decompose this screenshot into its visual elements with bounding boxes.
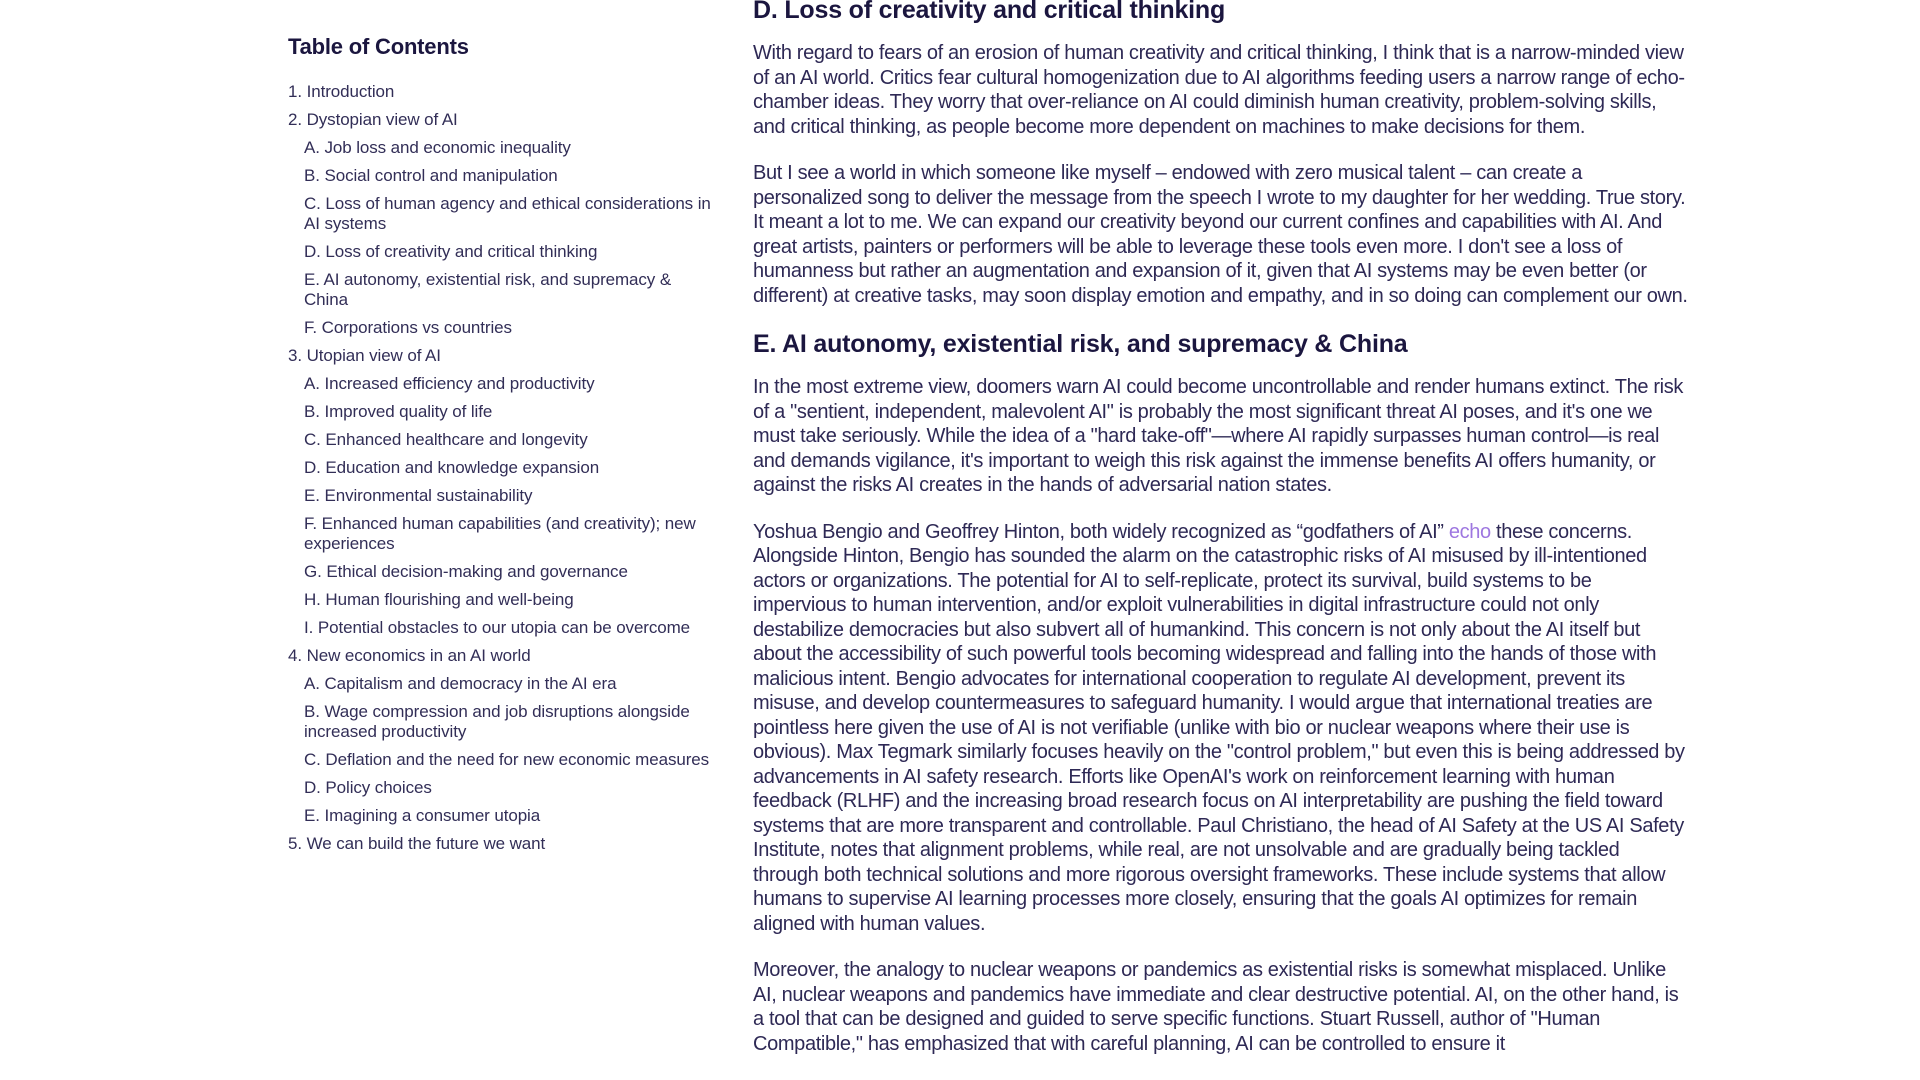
- section-d-heading: D. Loss of creativity and critical thinking: [753, 0, 1226, 24]
- toc-item[interactable]: A. Increased efficiency and productivity: [304, 374, 595, 393]
- toc-item[interactable]: F. Enhanced human capabilities (and creativity); new experiences: [304, 514, 696, 553]
- toc-item[interactable]: E. AI autonomy, existential risk, and supremacy & China: [304, 270, 672, 309]
- toc-list: [288, 82, 718, 854]
- toc-item[interactable]: E. Environmental sustainability: [304, 486, 533, 505]
- toc-item[interactable]: C. Loss of human agency and ethical considerations in AI systems: [304, 194, 711, 233]
- toc-item[interactable]: B. Wage compression and job disruptions alongside increased productivity: [304, 702, 690, 741]
- echo-link[interactable]: echo: [1448, 520, 1491, 543]
- section-e-paragraph-3: Moreover, the analogy to nuclear weapons or pandemics as existential risks is somewhat misplaced. Unlike AI, nuclear weapons and pandemics have immediate and clear destructive potential. AI, on the other hand, is a tool that can be designed and guided to serve specific functions. Stuart Russell, author of "Human Compatible," has emphasized that with careful planning, AI can be controlled to ensure it: [753, 959, 1679, 1055]
- toc-item[interactable]: I. Potential obstacles to our utopia can be overcome: [304, 618, 691, 637]
- toc-item[interactable]: C. Deflation and the need for new economic measures: [304, 750, 710, 769]
- toc-item[interactable]: D. Policy choices: [304, 778, 432, 797]
- toc-item[interactable]: 4. New economics in an AI world: [288, 646, 531, 665]
- toc-item[interactable]: 1. Introduction: [288, 82, 395, 101]
- toc-item[interactable]: H. Human flourishing and well-being: [304, 590, 574, 609]
- toc-item[interactable]: B. Social control and manipulation: [304, 166, 558, 185]
- toc-item[interactable]: 2. Dystopian view of AI: [288, 110, 458, 129]
- section-e-paragraph-2-after-link: these concerns. Alongside Hinton, Bengio has sounded the alarm on the catastrophic risks of AI misused by ill-intentioned actors or organizations. The potential for AI to self-replicate, protect its survival, build systems to be impervious to human intervention, and/or exploit vulnerabilities in digital infrastructure could not only destabilize democracies but also subvert all of humankind. This concern is not only about the AI itself but about the accessibility of such powerful tools becoming widespread and falling into the hands of those with malicious intent. Bengio advocates for international cooperation to regulate AI development, prevent its misuse, and develop countermeasures to safeguard humanity. I would argue that international treaties are pointless here given the use of AI is not verifiable (unlike with bio or nuclear weapons where their use is obvious). Max Tegmark similarly focuses heavily on the "control problem," but even this is being addressed by advancements in AI safety research. Efforts like OpenAI's work on reinforcement learning with human feedback (RLHF) and the increasing broad research focus on AI interpretability are pushing the field toward systems that are more transparent and controllable. Paul Christiano, the head of AI Safety at the US AI Safety Institute, notes that alignment problems, while real, are not unsolvable and are gradually being tackled through both technical solutions and more rigorous oversight frameworks. These include systems that allow humans to supervise AI learning processes more closely, ensuring that the goals AI optimizes for remain aligned with human values.: [753, 520, 1685, 935]
- section-e-paragraph-2-before-link: Yoshua Bengio and Geoffrey Hinton, both widely recognized as “godfathers of AI”: [753, 520, 1449, 543]
- toc-item[interactable]: 3. Utopian view of AI: [288, 346, 441, 365]
- section-e-heading: E. AI autonomy, existential risk, and supremacy & China: [753, 330, 1408, 358]
- section-e-paragraph-2: [753, 520, 1688, 937]
- table-of-contents: [288, 34, 718, 862]
- toc-item[interactable]: G. Ethical decision-making and governance: [304, 562, 628, 581]
- toc-item[interactable]: A. Capitalism and democracy in the AI era: [304, 674, 617, 693]
- article-content: [753, 0, 1688, 1078]
- toc-title: Table of Contents: [288, 34, 469, 59]
- toc-item[interactable]: D. Education and knowledge expansion: [304, 458, 600, 477]
- toc-item[interactable]: C. Enhanced healthcare and longevity: [304, 430, 588, 449]
- toc-item[interactable]: E. Imagining a consumer utopia: [304, 806, 541, 825]
- section-d-paragraph-2: But I see a world in which someone like myself – endowed with zero musical talent – can create a personalized song to deliver the message from the speech I wrote to my daughter for her wedding. True story. It meant a lot to me. We can expand our creativity beyond our current confines and capabilities with AI. And great artists, painters or performers will be able to leverage these tools even more. I don't see a loss of humanness but rather an augmentation and expansion of it, given that AI systems may be even better (or different) at creative tasks, may soon display emotion and empathy, and in so doing can complement our own.: [753, 162, 1688, 307]
- toc-item[interactable]: F. Corporations vs countries: [304, 318, 512, 337]
- toc-item[interactable]: B. Improved quality of life: [304, 402, 493, 421]
- toc-item[interactable]: A. Job loss and economic inequality: [304, 138, 571, 157]
- section-d-paragraph-1: With regard to fears of an erosion of human creativity and critical thinking, I think that is a narrow-minded view of an AI world. Critics fear cultural homogenization due to AI algorithms feeding users a narrow range of echo-chamber ideas. They worry that over-reliance on AI could diminish human creativity, problem-solving skills, and critical thinking, as people become more dependent on machines to make decisions for them.: [753, 42, 1685, 138]
- section-e-paragraph-1: In the most extreme view, doomers warn AI could become uncontrollable and render humans extinct. The risk of a "sentient, independent, malevolent AI" is probably the most significant threat AI poses, and it's one we must take seriously. While the idea of a "hard take-off"—where AI rapidly surpasses human control—is real and demands vigilance, it's important to weigh this risk against the immense benefits AI offers humanity, or against the risks AI creates in the hands of adversarial nation states.: [753, 376, 1684, 496]
- toc-item[interactable]: 5. We can build the future we want: [288, 834, 546, 853]
- toc-item[interactable]: D. Loss of creativity and critical thinking: [304, 242, 598, 261]
